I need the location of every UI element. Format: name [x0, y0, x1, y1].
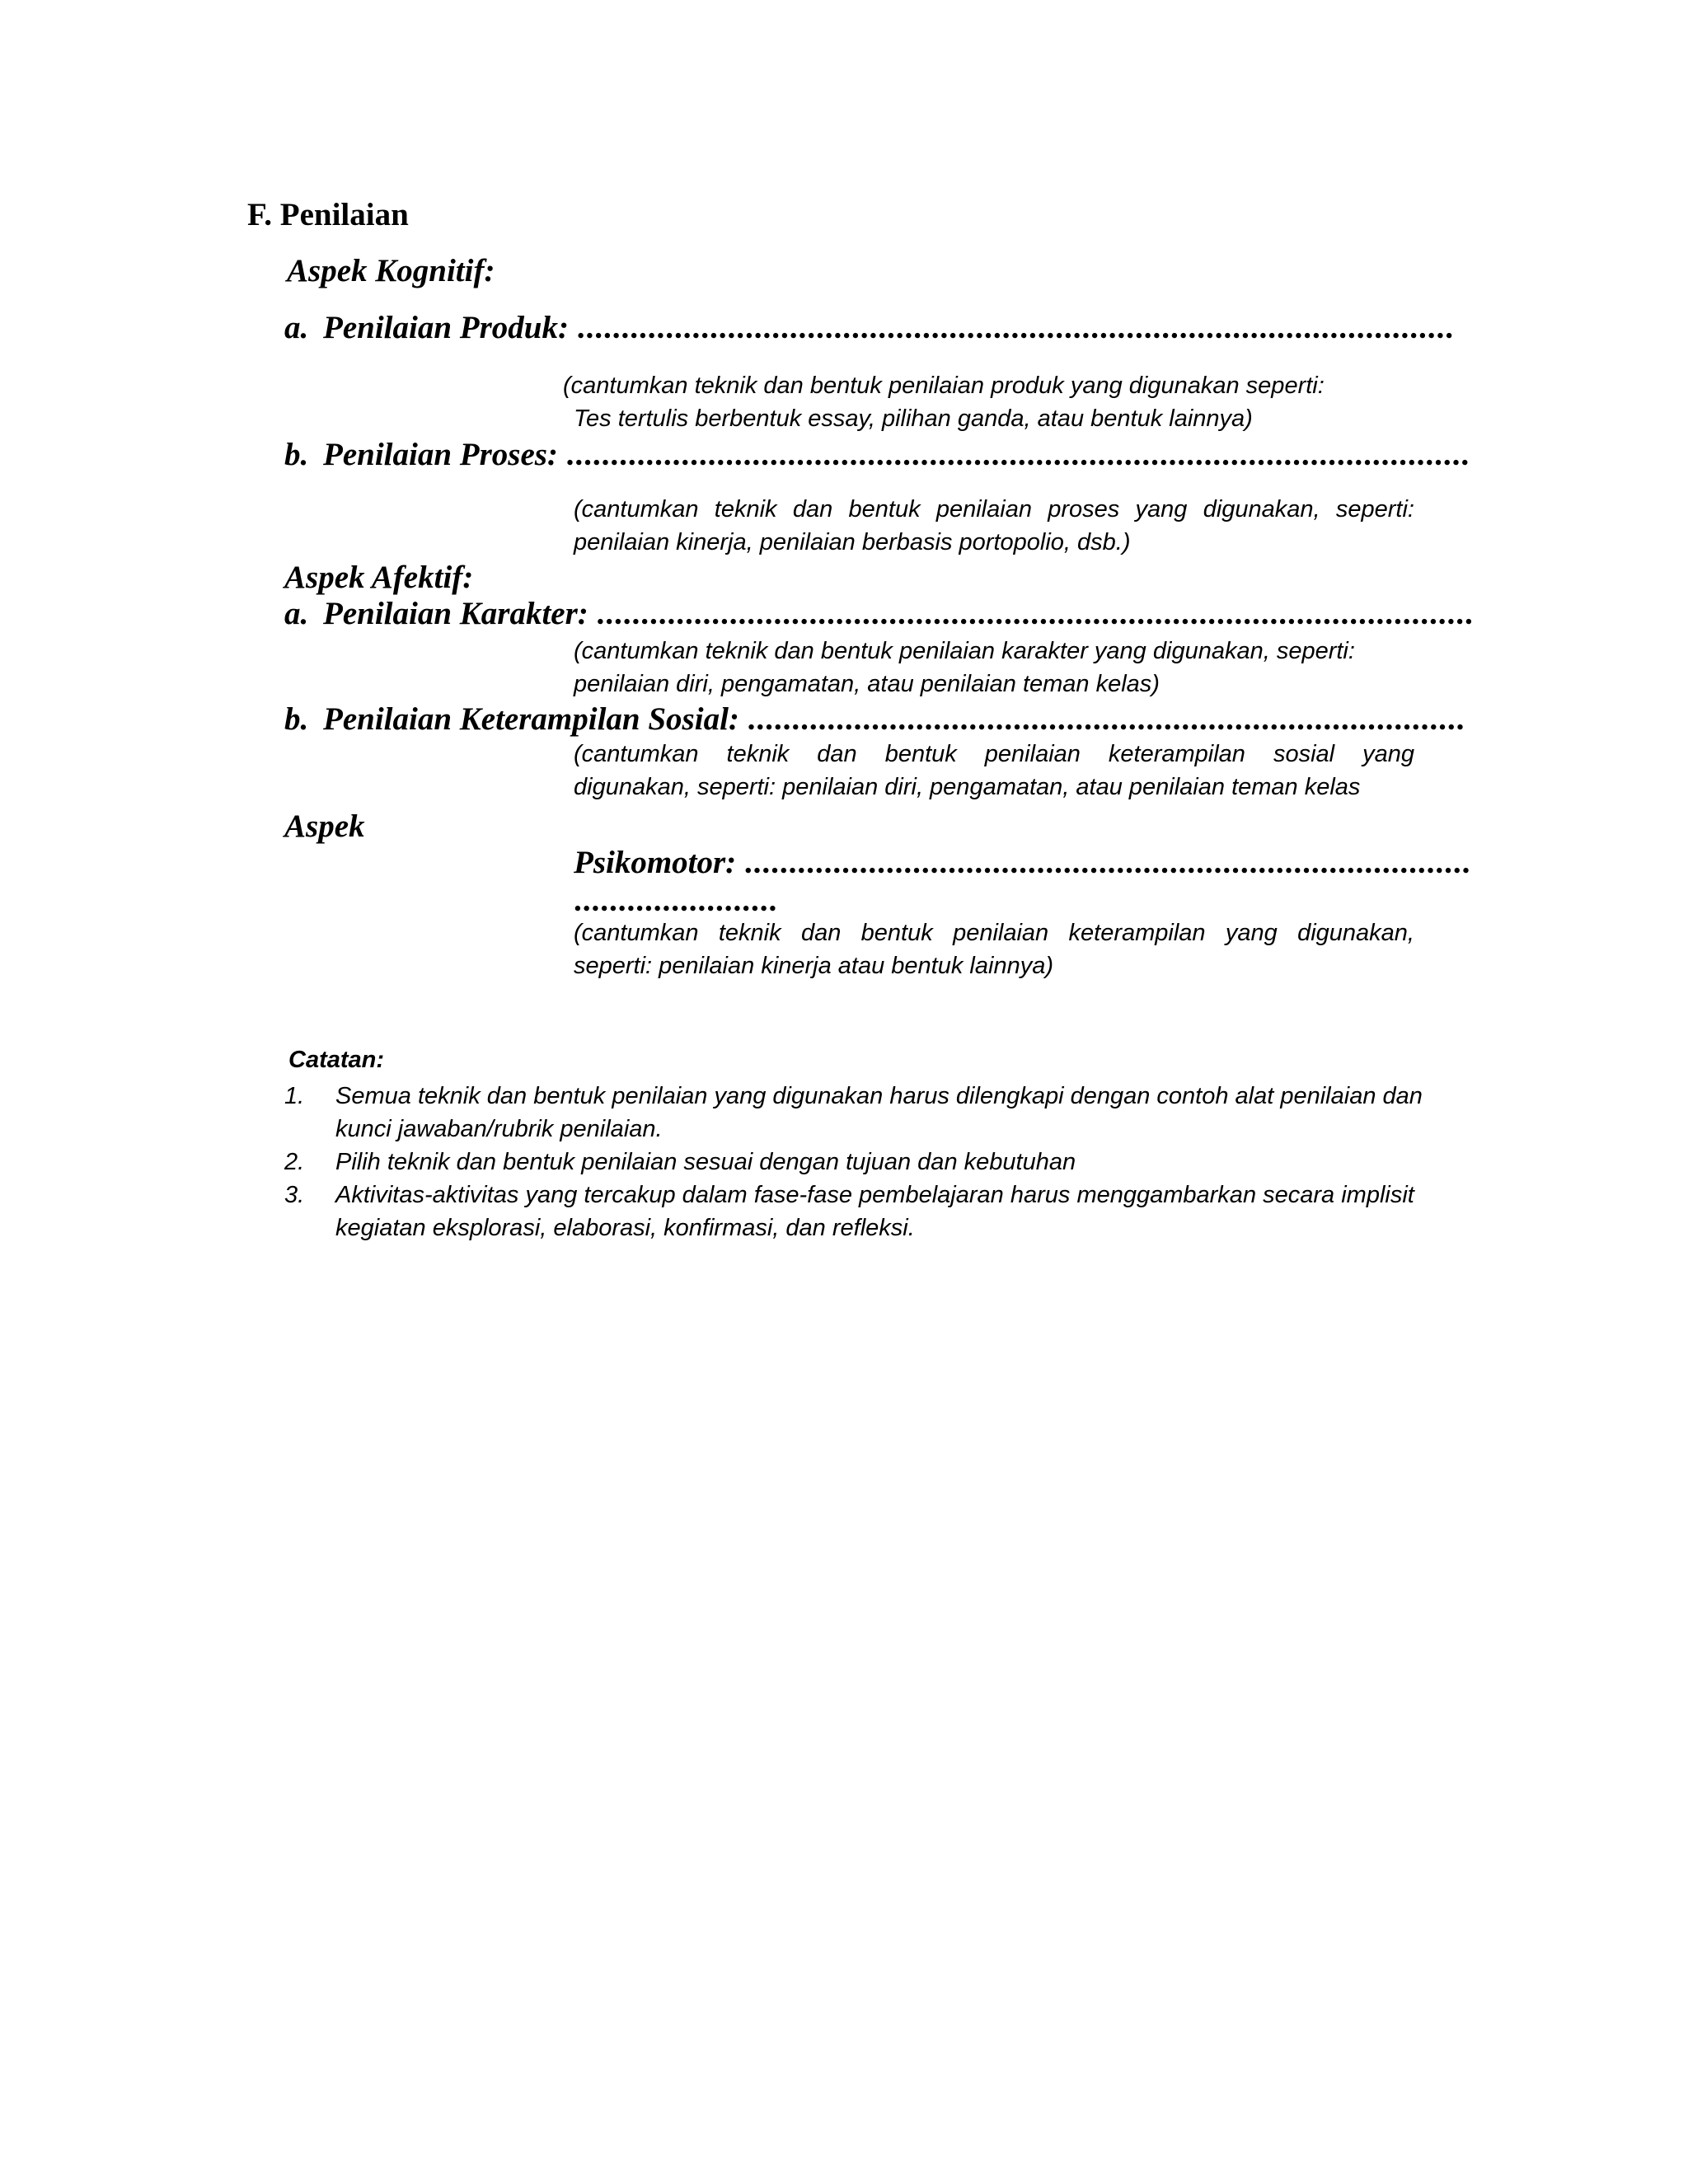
- catatan-item-number: 1.: [284, 1083, 305, 1109]
- catatan-list: [284, 1080, 1438, 1244]
- catatan-title: Catatan:: [288, 1047, 385, 1073]
- catatan-item-text: Aktivitas-aktivitas yang tercakup dalam fase-fase pembelajaran harus menggambarkan secara implisit kegiatan eksplorasi, elaborasi, konfirmasi, dan refleksi.: [335, 1182, 1414, 1241]
- penilaian-produk-line: [284, 309, 1454, 346]
- note-line: penilaian diri, pengamatan, atau penilaian teman kelas): [574, 671, 1160, 697]
- psikomotor-line: [574, 844, 1470, 881]
- psikomotor-dots-continued: [574, 882, 777, 919]
- section-title: F. Penilaian: [247, 197, 409, 232]
- catatan-item-number: 2.: [284, 1149, 305, 1175]
- note-line: Tes tertulis berbentuk essay, pilihan ganda, atau bentuk lainnya): [574, 405, 1253, 432]
- fill-dots: .................................................................................: [747, 701, 1465, 737]
- psikomotor-label: Psikomotor:: [574, 845, 737, 880]
- note-line: (cantumkan teknik dan bentuk penilaian keterampilan sosial yang: [574, 741, 1414, 767]
- penilaian-produk-label: Penilaian Produk:: [323, 310, 569, 345]
- penilaian-proses-label: Penilaian Proses:: [323, 437, 558, 472]
- note-line: (cantumkan teknik dan bentuk penilaian keterampilan yang digunakan,: [574, 920, 1414, 946]
- note-line: digunakan, seperti: penilaian diri, pengamatan, atau penilaian teman kelas: [574, 774, 1361, 800]
- penilaian-proses-line: [284, 436, 1470, 473]
- penilaian-produk-note: [563, 369, 1420, 435]
- penilaian-karakter-note: [574, 635, 1423, 701]
- penilaian-proses-note: [574, 493, 1414, 559]
- catatan-item-text: Pilih teknik dan bentuk penilaian sesuai dengan tujuan dan kebutuhan: [335, 1149, 1076, 1175]
- note-line: (cantumkan teknik dan bentuk penilaian karakter yang digunakan, seperti:: [574, 638, 1355, 664]
- fill-dots: .......................: [574, 883, 778, 918]
- penilaian-karakter-label: Penilaian Karakter:: [323, 596, 588, 631]
- aspect-kognitif-title: Aspek Kognitif:: [287, 253, 495, 288]
- item-marker: b.: [284, 701, 309, 737]
- penilaian-karakter-line: [284, 595, 1474, 632]
- item-marker: b.: [284, 437, 309, 472]
- note-line: (cantumkan teknik dan bentuk penilaian produk yang digunakan seperti:: [563, 373, 1325, 399]
- catatan-item: [284, 1080, 1438, 1146]
- aspect-afektif-title: Aspek Afektif:: [284, 560, 474, 595]
- item-marker: a.: [284, 596, 309, 631]
- fill-dots: ...................................................................................................: [596, 596, 1474, 631]
- catatan-item-text: Semua teknik dan bentuk penilaian yang digunakan harus dilengkapi dengan contoh alat penilaian dan kunci jawaban/rubrik penilaian.: [335, 1083, 1423, 1142]
- penilaian-sosial-line: [284, 701, 1465, 738]
- catatan-item: [284, 1179, 1438, 1244]
- penilaian-sosial-label: Penilaian Keterampilan Sosial:: [323, 701, 739, 737]
- catatan-item-number: 3.: [284, 1182, 305, 1208]
- fill-dots: ..................................................................................: [743, 845, 1471, 880]
- fill-dots: ...................................................................................................: [576, 310, 1454, 345]
- fill-dots: ......................................................................................................: [565, 437, 1470, 472]
- psikomotor-note: [574, 916, 1414, 982]
- item-marker: a.: [284, 310, 309, 345]
- aspect-psikomotor-title-word: Aspek: [284, 808, 365, 844]
- note-line: (cantumkan teknik dan bentuk penilaian proses yang digunakan, seperti:: [574, 496, 1414, 523]
- note-line: seperti: penilaian kinerja atau bentuk lainnya): [574, 953, 1053, 979]
- penilaian-sosial-note: [574, 738, 1414, 804]
- note-line: penilaian kinerja, penilaian berbasis portopolio, dsb.): [574, 529, 1131, 555]
- catatan-item: [284, 1146, 1438, 1179]
